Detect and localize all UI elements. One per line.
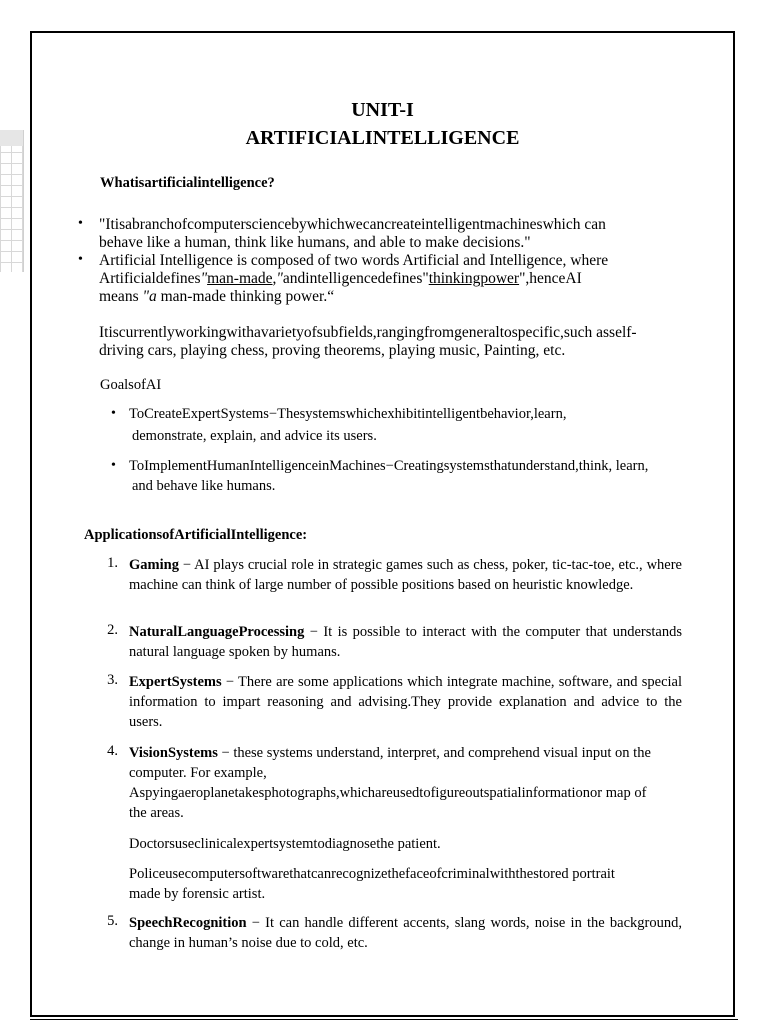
definition-bullet-2-line-3: means "a man-made thinking power.“ <box>99 288 335 305</box>
application-speech-recognition: SpeechRecognition − It can handle different accents, slang words, noise in the background, change in human’s noise due to cold, etc. <box>129 915 682 951</box>
application-gaming: Gaming − AI plays crucial role in strategic games such as chess, poker, tic-tac-toe, etc., where machine can think of large number of possible positions based on heuristic knowledge. <box>129 557 682 593</box>
applications-heading: ApplicationsofArtificialIntelligence: <box>84 527 308 543</box>
goal-2-line-2: and behave like humans. <box>132 478 276 494</box>
application-expert-systems: ExpertSystems − There are some applications which integrate machine, software, and special information to impart reasoning and advising.They provide explanation and advice to the users. <box>129 674 682 730</box>
definition-bullet-2-line-2: Artificialdefines"man-made,"andintelligencedefines"thinkingpower",henceAI <box>99 270 582 287</box>
application-nlp: NaturalLanguageProcessing − It is possible to interact with the computer that understands natural language spoken by humans. <box>129 624 682 660</box>
bullet-dot: • <box>78 252 83 267</box>
unit-heading: UNIT-I <box>351 99 414 121</box>
vision-line-4: the areas. <box>129 805 184 821</box>
list-number: 5. <box>107 913 118 929</box>
list-number: 4. <box>107 743 118 759</box>
goal-1-line-1: ToCreateExpertSystems−Thesystemswhichexhibitintelligentbehavior,learn, <box>129 406 567 422</box>
definition-bullet-2-line-1: Artificial Intelligence is composed of two words Artificial and Intelligence, where <box>99 252 609 269</box>
list-number: 3. <box>107 672 118 688</box>
thinking-power-term: thinkingpower <box>428 270 520 287</box>
bullet-dot: • <box>78 216 83 231</box>
application-vision-systems: VisionSystems − these systems understand, interpret, and comprehend visual input on the <box>129 745 651 761</box>
bullet-dot: • <box>111 406 116 421</box>
bullet-dot: • <box>111 458 116 473</box>
goal-1-line-2: demonstrate, explain, and advice its users. <box>132 428 377 444</box>
vision-example-police-line-1: Policeusecomputersoftwarethatcanrecognizethefaceofcriminalwiththestored portrait <box>129 866 615 882</box>
vision-example-doctors: Doctorsuseclinicalexpertsystemtodiagnosethe patient. <box>129 836 441 852</box>
spreadsheet-grid-fragment <box>0 130 24 272</box>
definition-bullet-1-line-2: behave like a human, think like humans, and able to make decisions." <box>99 234 531 251</box>
vision-line-2: computer. For example, <box>129 765 267 781</box>
goals-heading: GoalsofAI <box>100 377 162 393</box>
document-title: ARTIFICIALINTELLIGENCE <box>245 127 520 149</box>
list-number: 1. <box>107 555 118 571</box>
grid-header-cell <box>0 130 23 146</box>
vision-example-police-line-2: made by forensic artist. <box>129 886 266 902</box>
list-number: 2. <box>107 622 118 638</box>
man-made-term: man-made <box>207 270 273 287</box>
goal-2-line-1: ToImplementHumanIntelligenceinMachines−Creatingsystemsthatunderstand,think, learn, <box>129 458 649 474</box>
intro-paragraph-line-1: Itiscurrentlyworkingwithavarietyofsubfields,rangingfromgeneraltospecific,such asself- <box>99 324 637 341</box>
intro-paragraph-line-2: driving cars, playing chess, proving theorems, playing music, Painting, etc. <box>99 342 566 359</box>
question-heading: Whatisartificialintelligence? <box>100 175 275 191</box>
vision-line-3: Aspyingaeroplanetakesphotographs,whichareusedtofigureoutspatialinformationor map of <box>129 785 647 801</box>
page-bottom-rule <box>30 1019 738 1020</box>
definition-bullet-1-line-1: "Itisabranchofcomputersciencebywhichwecancreateintelligentmachineswhich can <box>99 216 606 233</box>
